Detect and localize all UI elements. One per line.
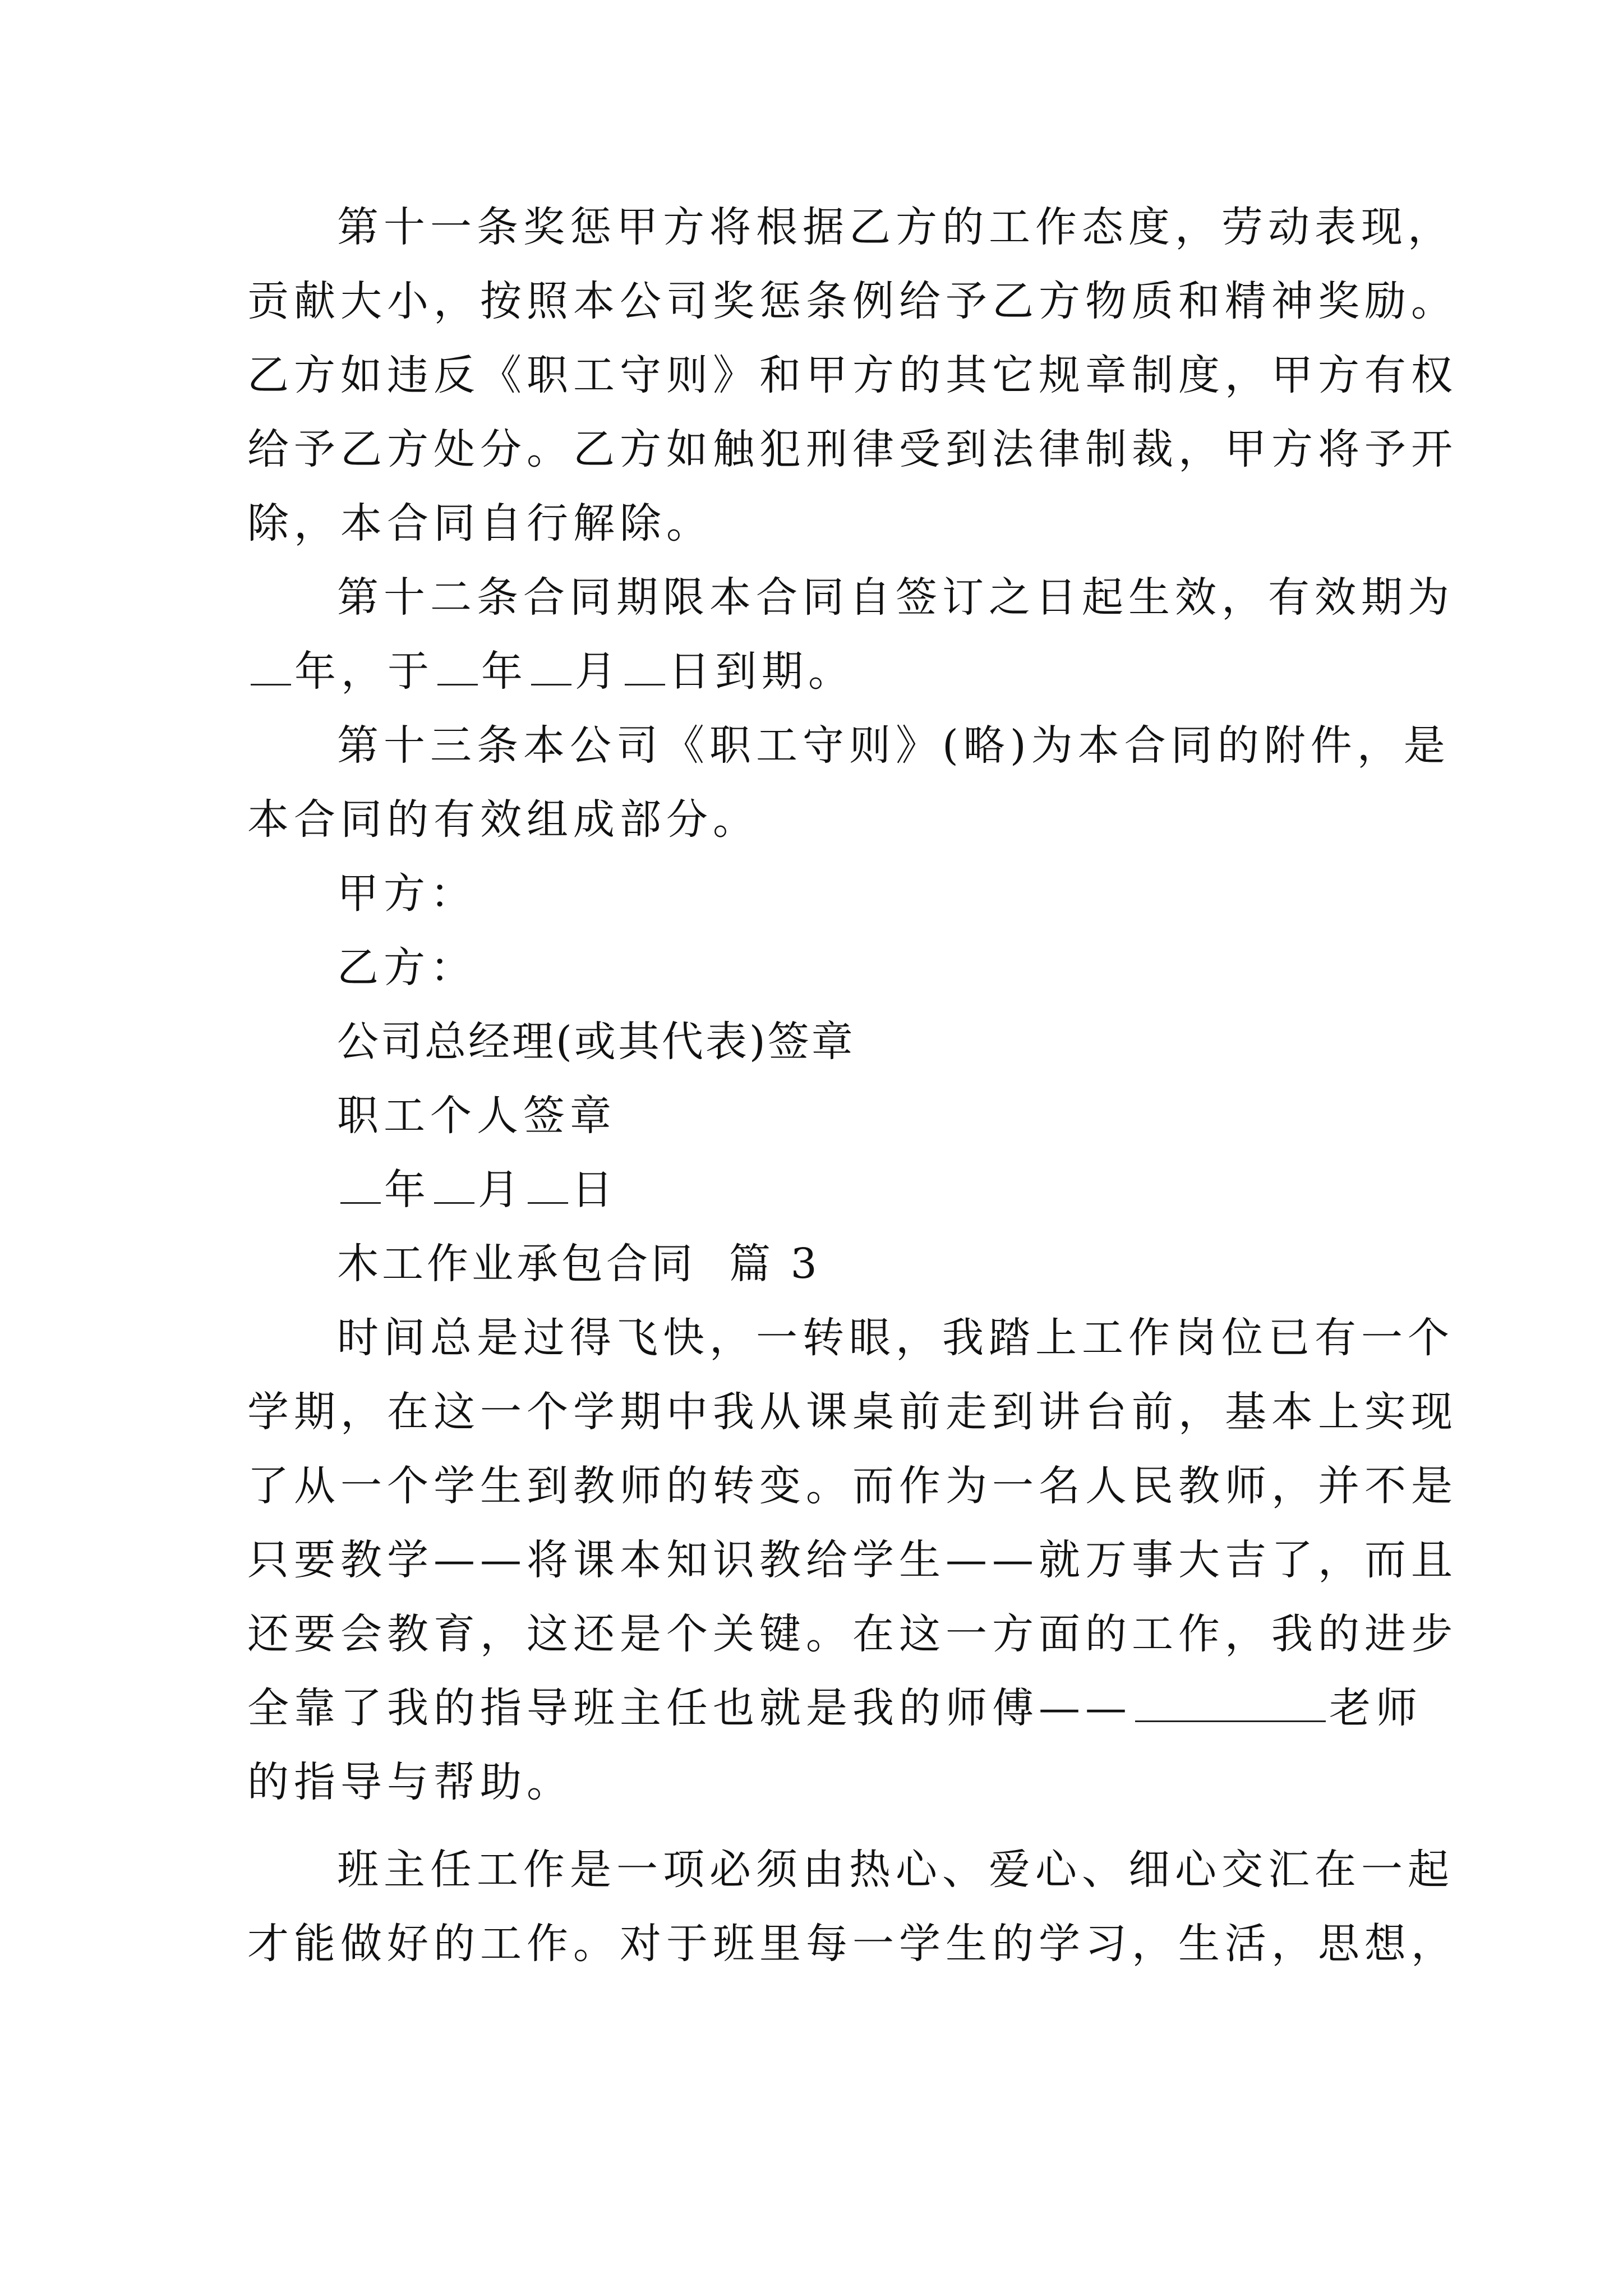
blank-line: [528, 1166, 568, 1204]
blank-line: [340, 1166, 381, 1204]
article-13-line-2: 本合同的有效组成部分。: [247, 795, 759, 844]
essay-p1-line-2: 学期，在这一个学期中我从课桌前走到讲台前，基本上实现: [247, 1388, 1458, 1436]
employee-signature-label: 职工个人签章: [337, 1092, 616, 1140]
essay-p1-line-6-before: 全靠了我的指导班主任也就是我的师傅——: [247, 1684, 1132, 1732]
essay-p1-line-6: [247, 1683, 1422, 1733]
article-11-line-3: 乙方如违反《职工守则》和甲方的其它规章制度，甲方有权: [247, 351, 1458, 399]
article-12-line-1: 第十二条合同期限本合同自签订之日起生效，有效期为: [337, 573, 1454, 622]
blank-line: [434, 1166, 474, 1204]
blank-line: [437, 648, 478, 685]
blank-line: [625, 648, 665, 685]
article-11-line-4: 给予乙方处分。乙方如触犯刑律受到法律制裁，甲方将予开: [247, 425, 1458, 473]
essay-p1-line-5: 还要会教育，这还是个关键。在这一方面的工作，我的进步: [247, 1610, 1458, 1658]
essay-p2-line-1: 班主任工作是一项必须由热心、爱心、细心交汇在一起: [337, 1846, 1454, 1894]
signature-date: [337, 1165, 618, 1215]
section-title: 木工作业承包合同 篇 3: [337, 1240, 820, 1288]
article-11-line-2: 贡献大小，按照本公司奖惩条例给予乙方物质和精神奖励。: [247, 277, 1458, 325]
essay-p1-line-1: 时间总是过得飞快，一转眼，我踏上工作岗位已有一个: [337, 1314, 1454, 1362]
blank-line: [1135, 1685, 1326, 1722]
blank-line: [251, 648, 291, 685]
date-day: 日: [571, 1166, 618, 1214]
party-b-label: 乙方：: [337, 944, 477, 992]
article-12-line-2: [247, 646, 855, 697]
date-month: 月: [478, 1166, 524, 1214]
expiry-text: 日到期。: [668, 647, 855, 696]
essay-p1-line-3: 了从一个学生到教师的转变。而作为一名人民教师，并不是: [247, 1462, 1458, 1510]
date-year: 年: [384, 1166, 431, 1214]
party-a-label: 甲方：: [337, 869, 477, 918]
essay-p2-line-2: 才能做好的工作。对于班里每一学生的学习，生活，思想，: [247, 1920, 1458, 1968]
manager-signature-label: 公司总经理(或其代表)签章: [337, 1018, 855, 1066]
article-11-line-5: 除，本合同自行解除。: [247, 499, 713, 547]
blank-line: [531, 648, 571, 685]
article-13-line-1: 第十三条本公司《职工守则》(略)为本合同的附件，是: [337, 721, 1450, 770]
essay-p1-line-6-after: 老师: [1329, 1684, 1422, 1732]
year-text: 年: [481, 647, 528, 696]
article-11-line-1: 第十一条奖惩甲方将根据乙方的工作态度，劳动表现，: [337, 203, 1454, 251]
essay-p1-line-7: 的指导与帮助。: [247, 1758, 573, 1806]
month-text: 月: [575, 647, 621, 696]
term-years-text: 年，于: [294, 647, 434, 696]
essay-p1-line-4: 只要教学——将课本知识教给学生——就万事大吉了，而且: [247, 1536, 1458, 1584]
